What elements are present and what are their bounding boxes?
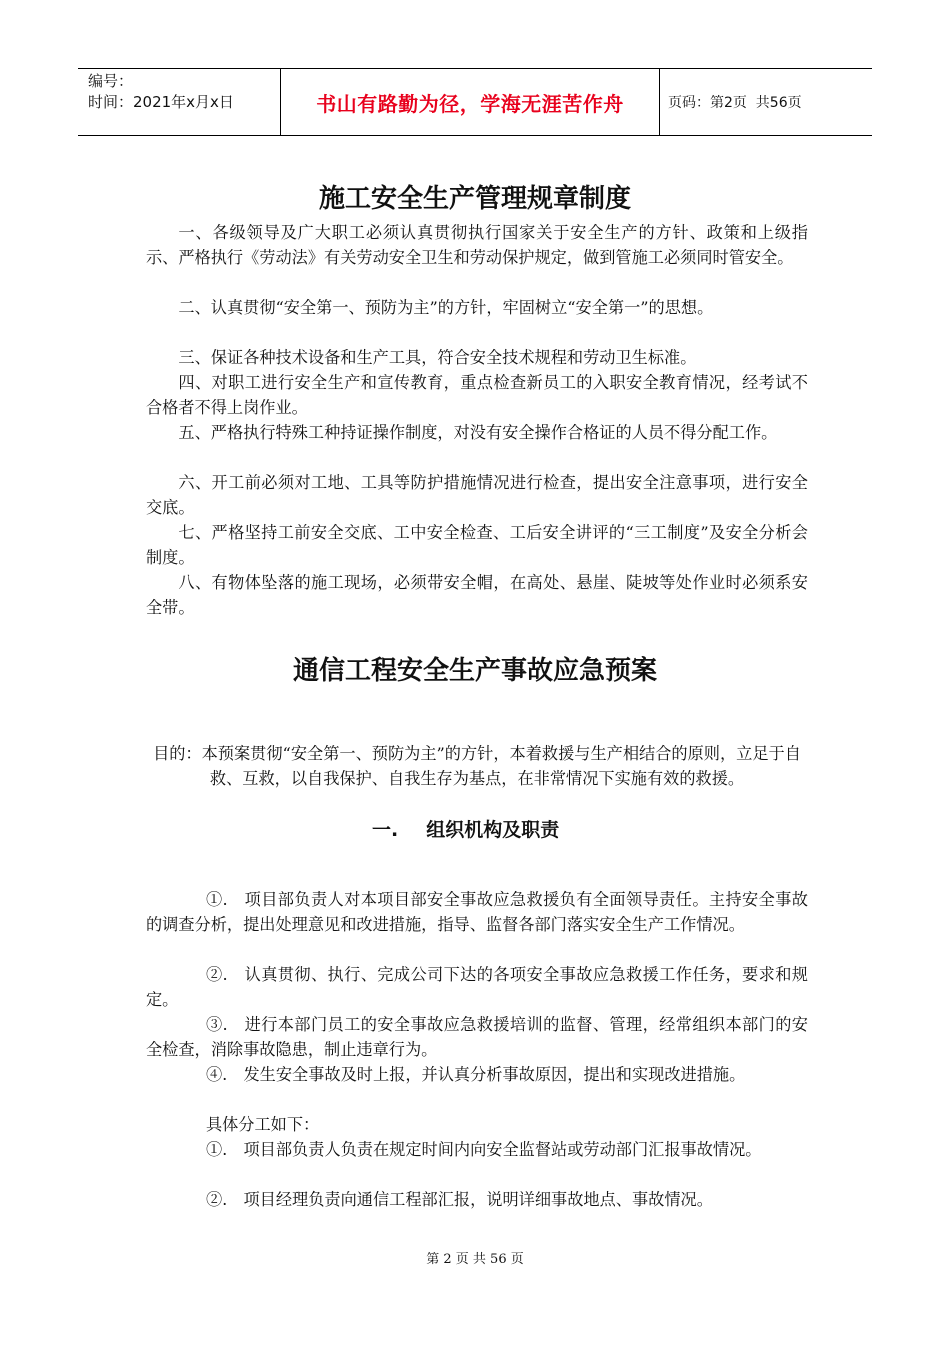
paragraph-purpose: 目的：本预案贯彻“安全第一、预防为主”的方针，本着救援与生产相结合的原则，立足于自救、互救，以自我保护、自我生存为基点，在非常情况下实施有效的救援。 <box>153 744 801 788</box>
paragraph-rule-5: 五、严格执行特殊工种持证操作制度，对没有安全操作合格证的人员不得分配工作。 <box>178 423 778 442</box>
page-header <box>78 68 872 136</box>
paragraph-rule-1: 一、各级领导及广大职工必须认真贯彻执行国家关于安全生产的方针、政策和上级指示、严格执行《劳动法》有关劳动安全卫生和劳动保护规定，做到管施工必须同时管安全。 <box>146 223 808 267</box>
paragraph-duty-1: ①. 项目部负责人对本项目部安全事故应急救援负有全面领导责任。主持安全事故的调查分析，提出处理意见和改进措施，指导、监督各部门落实安全生产工作情况。 <box>146 890 808 934</box>
section-heading-number: 一. <box>372 819 399 841</box>
document-title-emergency-plan: 通信工程安全生产事故应急预案 <box>292 656 657 686</box>
section-heading-text: 组织机构及职责 <box>426 819 560 841</box>
paragraph-duty-2: ②. 认真贯彻、执行、完成公司下达的各项安全事故应急救援工作任务，要求和规定。 <box>146 965 808 1009</box>
paragraph-rule-2: 二、认真贯彻“安全第一、预防为主”的方针，牢固树立“安全第一”的思想。 <box>178 298 714 317</box>
section-heading-organization <box>372 815 559 842</box>
header-number-label: 编号： <box>88 72 134 90</box>
header-meta <box>78 69 281 135</box>
document-title-safety-rules: 施工安全生产管理规章制度 <box>318 184 631 214</box>
paragraph-duty-3: ③. 进行本部门员工的安全事故应急救援培训的监督、管理，经常组织本部门的安全检查，消除事故隐患，制止违章行为。 <box>146 1015 808 1059</box>
paragraph-division-intro: 具体分工如下： <box>205 1115 320 1134</box>
header-time-label: 时间：2021年x月x日 <box>88 93 234 111</box>
page-footer: 第 2 页 共 56 页 <box>426 1252 524 1267</box>
paragraph-division-1: ①. 项目部负责人负责在规定时间内向安全监督站或劳动部门汇报事故情况。 <box>205 1140 762 1159</box>
paragraph-rule-3: 三、保证各种技术设备和生产工具，符合安全技术规程和劳动卫生标准。 <box>178 348 697 367</box>
paragraph-rule-6: 六、开工前必须对工地、工具等防护措施情况进行检查，提出安全注意事项，进行安全交底。 <box>146 473 808 517</box>
header-page-info <box>660 69 872 135</box>
paragraph-rule-4: 四、对职工进行安全生产和宣传教育，重点检查新员工的入职安全教育情况，经考试不合格者不得上岗作业。 <box>146 373 808 417</box>
paragraph-division-2: ②. 项目经理负责向通信工程部汇报，说明详细事故地点、事故情况。 <box>205 1190 713 1209</box>
paragraph-rule-7: 七、严格坚持工前安全交底、工中安全检查、工后安全讲评的“三工制度”及安全分析会制度。 <box>146 523 808 567</box>
paragraph-rule-8: 八、有物体坠落的施工现场，必须带安全帽，在高处、悬崖、陡坡等处作业时必须系安全带。 <box>146 573 808 617</box>
header-motto: 书山有路勤为径，学海无涯苦作舟 <box>281 69 660 135</box>
paragraph-duty-4: ④. 发生安全事故及时上报，并认真分析事故原因，提出和实现改进措施。 <box>205 1065 746 1084</box>
header-page-info-text: 页码：第2页 共56页 <box>668 95 802 111</box>
